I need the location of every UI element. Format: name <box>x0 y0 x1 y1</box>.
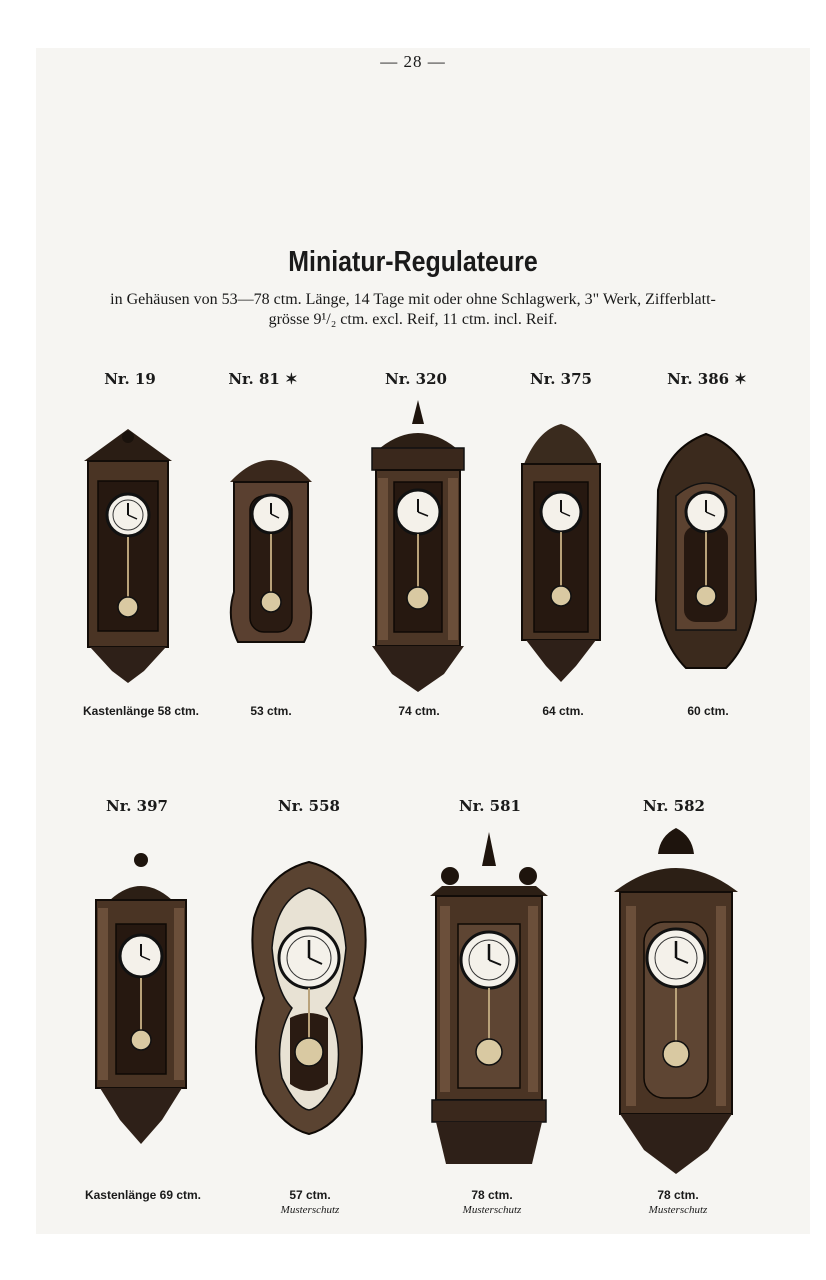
clock-illustration-81 <box>224 442 318 648</box>
clock-illustration-375 <box>518 420 604 684</box>
clock-illustration-581 <box>426 830 552 1170</box>
clock-model-label: Nr. 81 ✶ <box>228 370 298 388</box>
clock-illustration-386 <box>652 430 760 676</box>
clock-model-label: Nr. 375 <box>530 370 592 388</box>
subtitle-line-2: grösse 9¹/₂ ctm. excl. Reif, 11 ctm. incl. Reif. <box>268 311 558 328</box>
clock-model-label: Nr. 397 <box>106 797 168 815</box>
design-protection-note: Musterschutz <box>648 1204 708 1216</box>
clock-model-label: Nr. 582 <box>643 797 705 815</box>
clock-size-label: Kastenlänge 58 ctm. <box>82 704 200 718</box>
clock-size-label: 78 ctm. <box>471 1188 513 1202</box>
clock-illustration-397 <box>92 852 190 1148</box>
clock-illustration-558 <box>246 858 372 1138</box>
subtitle-line-1: in Gehäusen von 53—78 ctm. Länge, 14 Tage mit oder ohne Schlagwerk, 3" Werk, Zifferblatt- <box>110 291 716 308</box>
clock-illustration-582 <box>612 826 740 1178</box>
clock-size-label: 64 ctm. <box>542 704 584 718</box>
clock-illustration-19 <box>80 425 176 687</box>
clock-model-label: Nr. 558 <box>278 797 340 815</box>
clock-model-label: Nr. 386 ✶ <box>667 370 747 388</box>
clock-illustration-320 <box>366 398 470 694</box>
clock-model-label: Nr. 581 <box>459 797 521 815</box>
clock-model-label: Nr. 320 <box>385 370 447 388</box>
page-subtitle <box>60 290 766 330</box>
clock-size-label: 78 ctm. <box>657 1188 699 1202</box>
design-protection-note: Musterschutz <box>280 1204 340 1216</box>
clock-size-label: 60 ctm. <box>687 704 729 718</box>
clock-size-label: 53 ctm. <box>250 704 292 718</box>
clock-size-label: 57 ctm. <box>289 1188 331 1202</box>
page-number: — 28 — <box>380 52 446 71</box>
clock-size-label: Kastenlänge 69 ctm. <box>84 1188 202 1202</box>
design-protection-note: Musterschutz <box>462 1204 522 1216</box>
page-title: Miniatur-Regulateure <box>288 246 538 278</box>
clock-size-label: 74 ctm. <box>398 704 440 718</box>
clock-model-label: Nr. 19 <box>104 370 156 388</box>
